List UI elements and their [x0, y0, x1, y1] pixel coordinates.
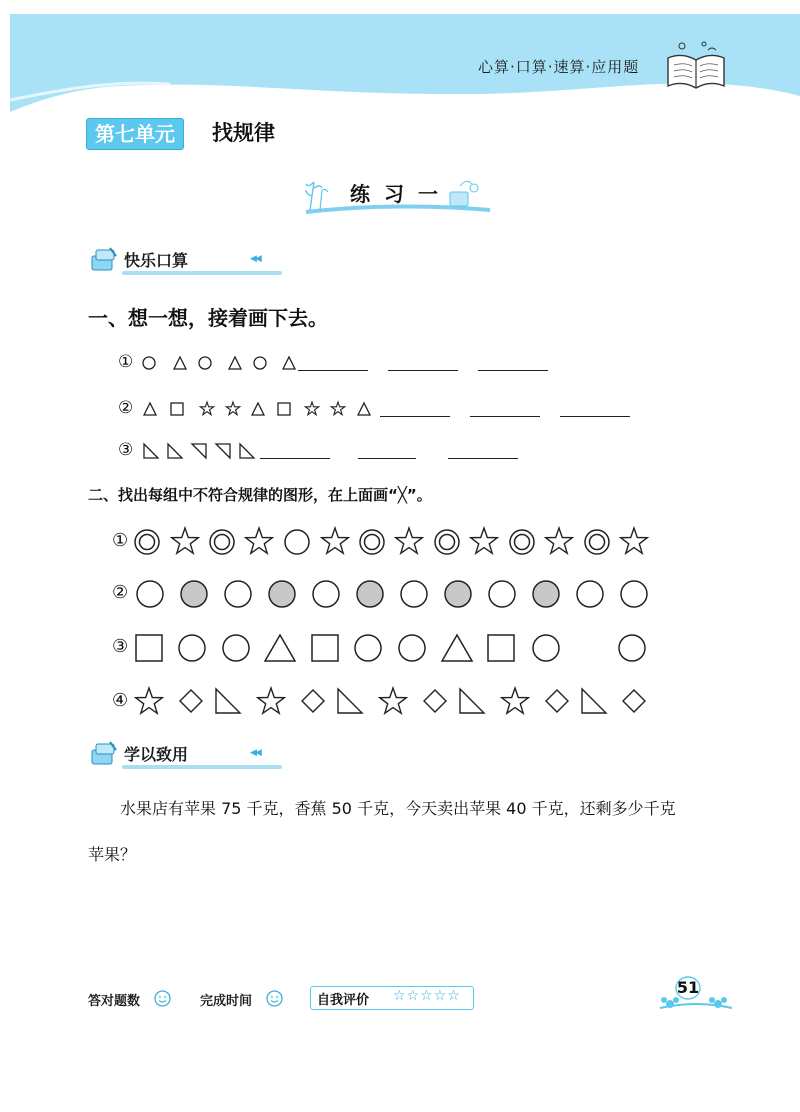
triangle-shape[interactable] — [265, 635, 295, 661]
circle-shape[interactable] — [533, 635, 559, 661]
open-book-icon — [664, 38, 728, 92]
square-shape[interactable] — [312, 635, 338, 661]
circle-shape[interactable] — [489, 581, 515, 607]
right-triangle-shape[interactable] — [460, 689, 484, 713]
sequence-shapes — [118, 436, 268, 466]
double-circle-shape[interactable] — [135, 530, 159, 554]
star-shape[interactable] — [396, 528, 423, 553]
answer-blank[interactable] — [470, 416, 540, 417]
triangle-shape[interactable] — [442, 635, 472, 661]
star-shape[interactable] — [546, 528, 573, 553]
circle-shape[interactable] — [313, 581, 339, 607]
shape-sequence — [112, 682, 672, 722]
star-shape[interactable] — [246, 528, 273, 553]
circle-shape[interactable] — [399, 635, 425, 661]
self-evaluation-box — [310, 986, 474, 1010]
shape-row-4 — [112, 682, 672, 722]
double-arrow-icon: ◀◀ — [250, 254, 260, 264]
circle-shape[interactable] — [223, 635, 249, 661]
diamond-shape[interactable] — [546, 690, 568, 712]
diamond-shape[interactable] — [302, 690, 324, 712]
self-evaluation-label: 自我评价 — [317, 993, 370, 1008]
star-shape[interactable] — [172, 528, 199, 553]
section-label: 快乐口算 — [124, 251, 189, 270]
gray-circle-shape[interactable] — [533, 581, 559, 607]
shape-row-1 — [112, 522, 672, 562]
unit-badge: 第七单元 — [86, 118, 184, 150]
section-label: 学以致用 — [124, 745, 189, 764]
question-2-heading: 二、找出每组中不符合规律的图形，在上面画“╳”。 — [88, 486, 432, 504]
row-number: ② — [112, 582, 129, 603]
diamond-shape[interactable] — [180, 690, 202, 712]
shape-sequence — [112, 628, 672, 668]
star-shape[interactable] — [136, 688, 163, 713]
diamond-shape[interactable] — [623, 690, 645, 712]
gray-circle-shape[interactable] — [357, 581, 383, 607]
answer-blank[interactable] — [388, 370, 458, 371]
section-underline — [122, 271, 282, 275]
row-number: ① — [118, 352, 134, 372]
sequence-row-2 — [118, 394, 638, 424]
sequence-row-1 — [118, 348, 578, 378]
circle-shape[interactable] — [619, 635, 645, 661]
circle-shape[interactable] — [225, 581, 251, 607]
answer-blank[interactable] — [448, 458, 518, 459]
gray-circle-shape[interactable] — [181, 581, 207, 607]
books-icon — [88, 244, 122, 274]
time-label: 完成时间 — [200, 994, 253, 1009]
row-number: ③ — [112, 636, 129, 657]
shape-row-3 — [112, 628, 672, 668]
smiley-icon — [154, 990, 171, 1007]
row-number: ④ — [112, 690, 129, 711]
gray-circle-shape[interactable] — [445, 581, 471, 607]
double-circle-shape[interactable] — [360, 530, 384, 554]
sequence-shapes — [118, 348, 308, 378]
right-triangle-shape[interactable] — [216, 689, 240, 713]
right-triangle-shape[interactable] — [338, 689, 362, 713]
section-underline — [122, 765, 282, 769]
row-number: ① — [112, 530, 129, 551]
rating-stars[interactable]: ☆☆☆☆☆ — [393, 988, 461, 1004]
row-number: ② — [118, 398, 134, 418]
circle-shape[interactable] — [179, 635, 205, 661]
row-number: ③ — [118, 440, 134, 460]
double-circle-shape[interactable] — [510, 530, 534, 554]
double-circle-shape[interactable] — [210, 530, 234, 554]
exercise-title: 练习一 — [350, 182, 452, 206]
answer-blank[interactable] — [560, 416, 630, 417]
double-arrow-icon: ◀◀ — [250, 748, 260, 758]
sequence-row-3 — [118, 436, 538, 466]
page-number: 51 — [676, 978, 700, 997]
shape-sequence — [112, 522, 672, 562]
circle-shape[interactable] — [621, 581, 647, 607]
sequence-shapes — [118, 394, 388, 424]
star-shape[interactable] — [471, 528, 498, 553]
word-problem-text: 苹果？ — [88, 845, 137, 864]
star-shape[interactable] — [621, 528, 648, 553]
square-shape[interactable] — [136, 635, 162, 661]
circle-shape[interactable] — [577, 581, 603, 607]
question-1-heading: 一、想一想，接着画下去。 — [88, 306, 328, 330]
answer-blank[interactable] — [380, 416, 450, 417]
diamond-shape[interactable] — [424, 690, 446, 712]
word-problem-text: 水果店有苹果 75 千克，香蕉 50 千克，今天卖出苹果 40 千克，还剩多少千克 — [120, 799, 676, 818]
right-triangle-shape[interactable] — [582, 689, 606, 713]
correct-count-label: 答对题数 — [88, 994, 141, 1009]
unit-title: 找规律 — [212, 121, 275, 145]
answer-blank[interactable] — [298, 370, 368, 371]
star-shape[interactable] — [502, 688, 529, 713]
gray-circle-shape[interactable] — [269, 581, 295, 607]
square-shape[interactable] — [488, 635, 514, 661]
double-circle-shape[interactable] — [435, 530, 459, 554]
books-icon — [88, 738, 122, 768]
shape-row-2 — [112, 574, 672, 614]
series-label: 心算·口算·速算·应用题 — [478, 58, 640, 76]
double-circle-shape[interactable] — [585, 530, 609, 554]
circle-shape[interactable] — [401, 581, 427, 607]
star-shape[interactable] — [258, 688, 285, 713]
circle-shape[interactable] — [355, 635, 381, 661]
answer-blank[interactable] — [478, 370, 548, 371]
answer-blank[interactable] — [358, 458, 416, 459]
answer-blank[interactable] — [260, 458, 330, 459]
star-shape[interactable] — [380, 688, 407, 713]
circle-shape[interactable] — [285, 530, 309, 554]
shape-sequence — [112, 574, 672, 614]
circle-shape[interactable] — [137, 581, 163, 607]
star-shape[interactable] — [322, 528, 349, 553]
smiley-icon — [266, 990, 283, 1007]
